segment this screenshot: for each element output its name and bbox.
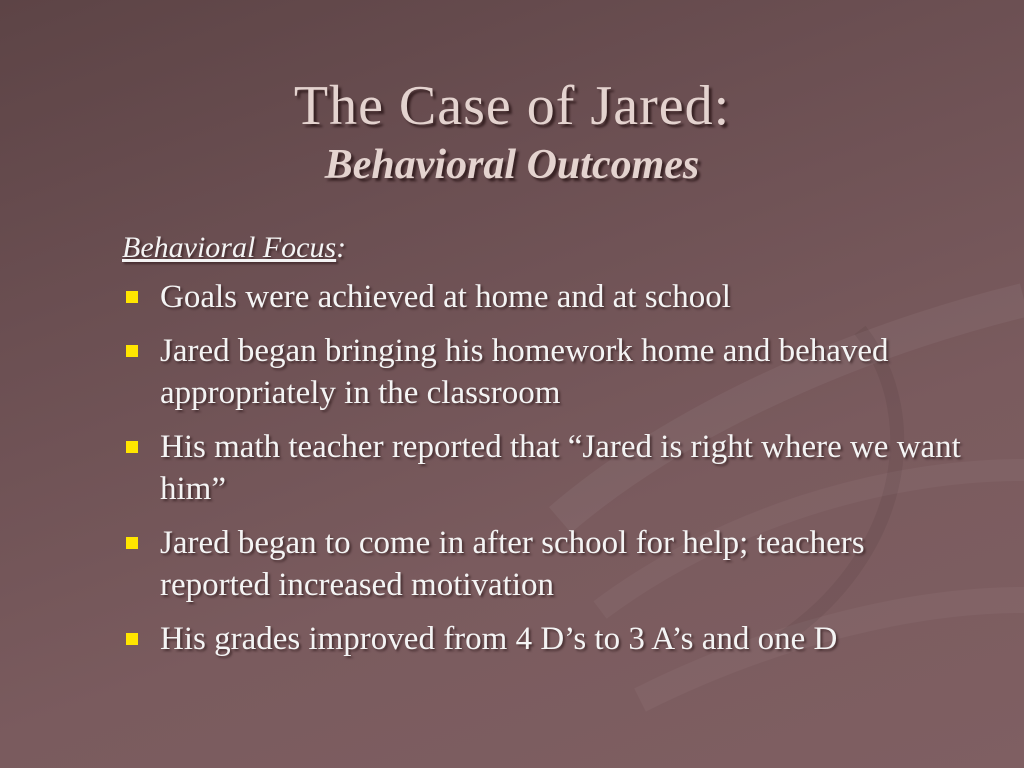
bullet-list bbox=[122, 276, 982, 660]
section-heading-label: Behavioral Focus bbox=[122, 231, 337, 264]
bullet-text: Jared began bringing his homework home and behaved appropriately in the classroom bbox=[160, 333, 889, 411]
slide-subtitle: Behavioral Outcomes bbox=[324, 142, 700, 188]
square-bullet-icon bbox=[126, 441, 138, 453]
bullet-item bbox=[122, 426, 982, 510]
bullet-text: Goals were achieved at home and at school bbox=[160, 279, 731, 315]
bullet-item bbox=[122, 276, 982, 318]
bullet-text: His math teacher reported that “Jared is right where we want him” bbox=[160, 429, 961, 507]
slide-body bbox=[122, 226, 982, 672]
square-bullet-icon bbox=[126, 345, 138, 357]
section-heading-colon: : bbox=[336, 231, 347, 264]
bullet-item bbox=[122, 330, 982, 414]
square-bullet-icon bbox=[126, 633, 138, 645]
square-bullet-icon bbox=[126, 291, 138, 303]
slide-title: The Case of Jared: bbox=[293, 75, 731, 137]
bullet-text: Jared began to come in after school for help; teachers reported increased motivation bbox=[160, 525, 865, 603]
slide-title-block bbox=[0, 74, 1024, 190]
bullet-text: His grades improved from 4 D’s to 3 A’s and one D bbox=[160, 621, 838, 657]
square-bullet-icon bbox=[126, 537, 138, 549]
section-heading bbox=[122, 226, 982, 270]
bullet-item bbox=[122, 522, 982, 606]
bullet-item bbox=[122, 618, 982, 660]
